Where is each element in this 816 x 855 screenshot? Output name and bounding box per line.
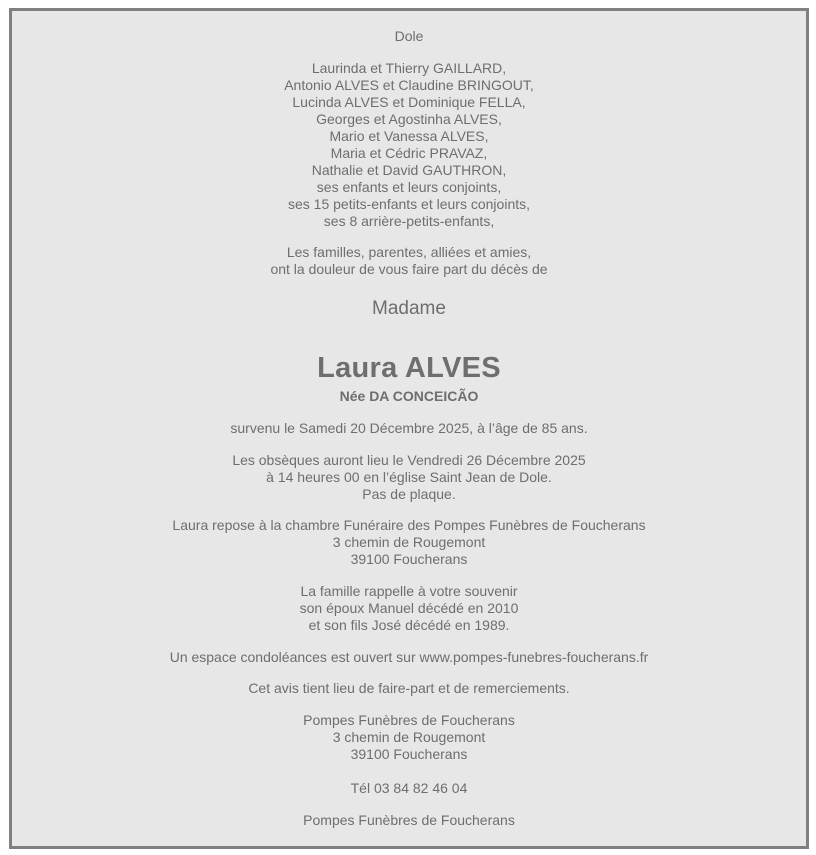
condolences-text: Un espace condoléances est ouvert sur www.pompes-funebres-foucherans.fr <box>169 649 649 665</box>
funeral-line: Les obsèques auront lieu le Vendredi 26 Décembre 2025 <box>232 452 586 468</box>
rest-line: 39100 Foucherans <box>350 551 468 567</box>
phone-text: Tél 03 84 82 46 04 <box>350 780 468 796</box>
rest-line: Laura repose à la chambre Funéraire des Pompes Funèbres de Foucherans <box>172 517 646 533</box>
family-line: Mario et Vanessa ALVES, <box>329 128 489 144</box>
signature-text: Pompes Funèbres de Foucherans <box>303 812 515 828</box>
family-line: Georges et Agostinha ALVES, <box>316 111 502 127</box>
family-line: ses 8 arrière-petits-enfants, <box>323 213 495 229</box>
memory-line: La famille rappelle à votre souvenir <box>300 583 518 599</box>
family-line: Nathalie et David GAUTHRON, <box>311 162 507 178</box>
provider-line: Pompes Funèbres de Foucherans <box>303 712 515 728</box>
thanks-text: Cet avis tient lieu de faire-part et de remerciements. <box>248 680 570 696</box>
city-heading: Dole <box>394 28 424 44</box>
funeral-line: Pas de plaque. <box>362 486 456 502</box>
honorific: Madame <box>372 298 446 319</box>
relatives-line: ont la douleur de vous faire part du décès de <box>270 261 548 277</box>
family-line: Antonio ALVES et Claudine BRINGOUT, <box>284 77 534 93</box>
obituary-notice <box>9 8 809 849</box>
family-line: ses enfants et leurs conjoints, <box>316 179 502 195</box>
maiden-name: Née DA CONCEICÃO <box>339 388 479 404</box>
rest-line: 3 chemin de Rougemont <box>332 534 486 550</box>
funeral-line: à 14 heures 00 en l’église Saint Jean de Dole. <box>266 469 552 485</box>
memory-line: son époux Manuel décédé en 2010 <box>299 600 519 616</box>
provider-line: 39100 Foucherans <box>350 746 468 762</box>
relatives-line: Les familles, parentes, alliées et amies, <box>286 244 532 260</box>
family-line: Lucinda ALVES et Dominique FELLA, <box>292 94 526 110</box>
family-line: Maria et Cédric PRAVAZ, <box>330 145 488 161</box>
memory-line: et son fils José décédé en 1989. <box>308 617 510 633</box>
provider-line: 3 chemin de Rougemont <box>332 729 486 745</box>
deceased-name: Laura ALVES <box>317 352 501 384</box>
death-date: survenu le Samedi 20 Décembre 2025, à l’âge de 85 ans. <box>230 420 588 436</box>
family-line: Laurinda et Thierry GAILLARD, <box>311 60 507 76</box>
family-line: ses 15 petits-enfants et leurs conjoints, <box>287 196 531 212</box>
